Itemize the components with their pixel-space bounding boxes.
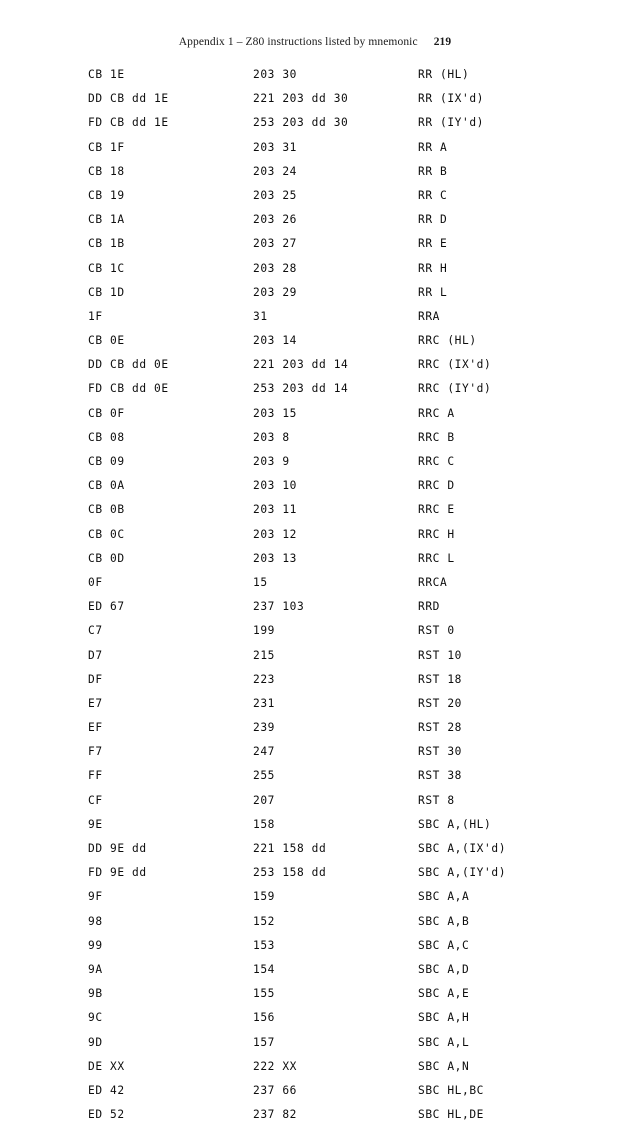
- cell-decimal-opcode: 222 XX: [253, 1059, 298, 1073]
- cell-mnemonic: RRC (IY'd): [418, 382, 492, 396]
- table-row: [88, 189, 558, 213]
- cell-mnemonic: RRC E: [418, 503, 455, 517]
- table-row: [88, 794, 558, 818]
- cell-hex-opcode: FD CB dd 1E: [88, 116, 169, 130]
- cell-decimal-opcode: 237 66: [253, 1083, 298, 1097]
- table-row: [88, 624, 558, 648]
- cell-hex-opcode: 99: [88, 938, 103, 952]
- cell-hex-opcode: CB 1A: [88, 213, 125, 227]
- cell-mnemonic: RRA: [418, 309, 441, 323]
- cell-mnemonic: RST 10: [418, 648, 463, 662]
- cell-hex-opcode: DF: [88, 672, 103, 686]
- cell-decimal-opcode: 203 15: [253, 406, 298, 420]
- cell-hex-opcode: 9C: [88, 1011, 103, 1025]
- cell-decimal-opcode: 155: [253, 987, 276, 1001]
- table-row: [88, 915, 558, 939]
- cell-mnemonic: RST 28: [418, 721, 463, 735]
- cell-decimal-opcode: 153: [253, 938, 276, 952]
- cell-decimal-opcode: 203 24: [253, 164, 298, 178]
- table-row: [88, 1084, 558, 1108]
- cell-hex-opcode: CB 09: [88, 455, 125, 468]
- cell-hex-opcode: CB 1D: [88, 285, 125, 299]
- table-row: [88, 1060, 558, 1084]
- cell-mnemonic: RRC (HL): [418, 334, 477, 348]
- cell-hex-opcode: FD CB dd 0E: [88, 382, 169, 396]
- cell-mnemonic: RRC A: [418, 406, 455, 420]
- table-row: [88, 818, 558, 842]
- cell-hex-opcode: FF: [88, 769, 103, 783]
- cell-hex-opcode: CB 19: [88, 188, 125, 202]
- cell-hex-opcode: ED 67: [88, 600, 125, 614]
- cell-hex-opcode: 9A: [88, 962, 103, 976]
- table-row: [88, 286, 558, 310]
- table-row: [88, 213, 558, 237]
- page-number: 219: [433, 36, 452, 48]
- table-row: [88, 697, 558, 721]
- table-row: [88, 745, 558, 769]
- table-row: [88, 866, 558, 890]
- cell-decimal-opcode: 253 158 dd: [253, 866, 327, 880]
- cell-hex-opcode: ED 42: [88, 1083, 125, 1097]
- cell-hex-opcode: CB 0E: [88, 334, 125, 348]
- cell-mnemonic: RST 0: [418, 624, 455, 638]
- cell-hex-opcode: CB 0B: [88, 503, 125, 517]
- cell-decimal-opcode: 203 28: [253, 261, 298, 275]
- cell-mnemonic: RRC D: [418, 479, 455, 493]
- cell-decimal-opcode: 247: [253, 745, 276, 759]
- cell-mnemonic: SBC A,H: [418, 1011, 470, 1025]
- cell-decimal-opcode: 15: [253, 575, 268, 589]
- cell-mnemonic: SBC A,(HL): [418, 817, 492, 831]
- table-row: [88, 455, 558, 479]
- table-row: [88, 769, 558, 793]
- cell-mnemonic: SBC A,B: [418, 914, 470, 928]
- cell-decimal-opcode: 231: [253, 696, 276, 710]
- cell-hex-opcode: CB 1F: [88, 140, 125, 154]
- table-row: [88, 890, 558, 914]
- cell-hex-opcode: CB 0F: [88, 406, 125, 420]
- cell-mnemonic: RRCA: [418, 575, 448, 589]
- table-row: [88, 842, 558, 866]
- cell-hex-opcode: EF: [88, 721, 103, 735]
- cell-mnemonic: RST 38: [418, 769, 463, 783]
- cell-hex-opcode: 98: [88, 914, 103, 928]
- cell-mnemonic: RST 8: [418, 793, 455, 807]
- cell-decimal-opcode: 203 12: [253, 527, 298, 541]
- cell-decimal-opcode: 203 13: [253, 551, 298, 565]
- cell-decimal-opcode: 255: [253, 769, 276, 783]
- table-row: [88, 262, 558, 286]
- cell-decimal-opcode: 203 26: [253, 213, 298, 227]
- table-row: [88, 1036, 558, 1060]
- cell-hex-opcode: ED 52: [88, 1108, 125, 1122]
- cell-mnemonic: SBC A,D: [418, 962, 470, 976]
- cell-decimal-opcode: 203 25: [253, 188, 298, 202]
- cell-hex-opcode: CB 08: [88, 430, 125, 444]
- table-row: [88, 431, 558, 455]
- table-row: [88, 310, 558, 334]
- cell-decimal-opcode: 253 203 dd 14: [253, 382, 349, 396]
- cell-decimal-opcode: 203 8: [253, 430, 290, 444]
- cell-mnemonic: RST 18: [418, 672, 463, 686]
- cell-decimal-opcode: 203 10: [253, 479, 298, 493]
- cell-decimal-opcode: 31: [253, 309, 268, 323]
- cell-decimal-opcode: 203 31: [253, 140, 298, 154]
- cell-decimal-opcode: 203 14: [253, 334, 298, 348]
- cell-mnemonic: RR L: [418, 285, 448, 299]
- table-row: [88, 576, 558, 600]
- table-row: [88, 407, 558, 431]
- table-row: [88, 1011, 558, 1035]
- cell-decimal-opcode: 156: [253, 1011, 276, 1025]
- table-row: [88, 503, 558, 527]
- table-row: [88, 92, 558, 116]
- cell-hex-opcode: DD 9E dd: [88, 842, 147, 855]
- cell-mnemonic: RR E: [418, 237, 448, 251]
- cell-hex-opcode: 9D: [88, 1035, 103, 1049]
- cell-hex-opcode: CB 1B: [88, 237, 125, 251]
- cell-decimal-opcode: 158: [253, 817, 276, 831]
- cell-decimal-opcode: 207: [253, 793, 276, 807]
- cell-decimal-opcode: 159: [253, 890, 276, 904]
- cell-mnemonic: RRD: [418, 600, 441, 614]
- instruction-table: [88, 68, 558, 1132]
- cell-mnemonic: RRC L: [418, 551, 455, 565]
- cell-mnemonic: RR (IX'd): [418, 92, 485, 106]
- cell-decimal-opcode: 237 103: [253, 600, 305, 614]
- cell-decimal-opcode: 157: [253, 1035, 276, 1049]
- table-row: [88, 358, 558, 382]
- cell-hex-opcode: CB 0A: [88, 479, 125, 493]
- page-header: [0, 36, 630, 48]
- table-row: [88, 1108, 558, 1132]
- cell-mnemonic: SBC HL,BC: [418, 1083, 485, 1097]
- cell-mnemonic: RRC H: [418, 527, 455, 541]
- cell-mnemonic: RR D: [418, 213, 448, 227]
- cell-decimal-opcode: 221 203 dd 30: [253, 92, 349, 106]
- cell-mnemonic: RR B: [418, 164, 448, 178]
- cell-hex-opcode: D7: [88, 648, 103, 662]
- cell-decimal-opcode: 237 82: [253, 1108, 298, 1122]
- cell-mnemonic: RR H: [418, 261, 448, 275]
- cell-mnemonic: SBC A,L: [418, 1035, 470, 1049]
- table-row: [88, 963, 558, 987]
- table-row: [88, 600, 558, 624]
- cell-mnemonic: SBC HL,DE: [418, 1108, 485, 1122]
- cell-mnemonic: RST 30: [418, 745, 463, 759]
- cell-hex-opcode: CB 1C: [88, 261, 125, 275]
- table-row: [88, 552, 558, 576]
- cell-hex-opcode: 1F: [88, 309, 103, 323]
- cell-hex-opcode: 9E: [88, 817, 103, 831]
- cell-decimal-opcode: 223: [253, 672, 276, 686]
- table-row: [88, 382, 558, 406]
- cell-decimal-opcode: 152: [253, 914, 276, 928]
- cell-hex-opcode: 0F: [88, 575, 103, 589]
- cell-hex-opcode: CB 0D: [88, 551, 125, 565]
- table-row: [88, 673, 558, 697]
- cell-hex-opcode: F7: [88, 745, 103, 759]
- cell-hex-opcode: DD CB dd 0E: [88, 358, 169, 372]
- cell-decimal-opcode: 203 9: [253, 455, 290, 468]
- cell-mnemonic: RST 20: [418, 696, 463, 710]
- cell-decimal-opcode: 154: [253, 962, 276, 976]
- cell-mnemonic: SBC A,(IX'd): [418, 842, 507, 855]
- cell-mnemonic: SBC A,(IY'd): [418, 866, 507, 880]
- cell-decimal-opcode: 203 27: [253, 237, 298, 251]
- cell-hex-opcode: 9F: [88, 890, 103, 904]
- cell-mnemonic: RR C: [418, 188, 448, 202]
- cell-decimal-opcode: 199: [253, 624, 276, 638]
- cell-hex-opcode: C7: [88, 624, 103, 638]
- cell-hex-opcode: CF: [88, 793, 103, 807]
- cell-mnemonic: SBC A,C: [418, 938, 470, 952]
- cell-mnemonic: RR (IY'd): [418, 116, 485, 130]
- table-row: [88, 987, 558, 1011]
- table-row: [88, 334, 558, 358]
- table-row: [88, 116, 558, 140]
- table-row: [88, 165, 558, 189]
- header-title: Appendix 1 – Z80 instructions listed by mnemonic: [178, 36, 418, 48]
- cell-mnemonic: SBC A,A: [418, 890, 470, 904]
- table-row: [88, 68, 558, 92]
- cell-hex-opcode: FD 9E dd: [88, 866, 147, 880]
- cell-mnemonic: RRC (IX'd): [418, 358, 492, 372]
- cell-decimal-opcode: 203 11: [253, 503, 298, 517]
- cell-hex-opcode: E7: [88, 696, 103, 710]
- cell-decimal-opcode: 221 203 dd 14: [253, 358, 349, 372]
- cell-decimal-opcode: 253 203 dd 30: [253, 116, 349, 130]
- cell-hex-opcode: CB 1E: [88, 68, 125, 81]
- cell-hex-opcode: DD CB dd 1E: [88, 92, 169, 106]
- table-row: [88, 528, 558, 552]
- cell-decimal-opcode: 203 30: [253, 68, 298, 81]
- cell-mnemonic: RR (HL): [418, 68, 470, 81]
- cell-hex-opcode: CB 18: [88, 164, 125, 178]
- table-row: [88, 649, 558, 673]
- cell-mnemonic: SBC A,E: [418, 987, 470, 1001]
- cell-mnemonic: SBC A,N: [418, 1059, 470, 1073]
- cell-mnemonic: RRC B: [418, 430, 455, 444]
- cell-hex-opcode: 9B: [88, 987, 103, 1001]
- cell-decimal-opcode: 221 158 dd: [253, 842, 327, 855]
- cell-mnemonic: RR A: [418, 140, 448, 154]
- table-row: [88, 721, 558, 745]
- cell-decimal-opcode: 215: [253, 648, 276, 662]
- cell-decimal-opcode: 239: [253, 721, 276, 735]
- table-row: [88, 237, 558, 261]
- cell-decimal-opcode: 203 29: [253, 285, 298, 299]
- cell-hex-opcode: DE XX: [88, 1059, 125, 1073]
- cell-hex-opcode: CB 0C: [88, 527, 125, 541]
- table-row: [88, 141, 558, 165]
- table-row: [88, 939, 558, 963]
- cell-mnemonic: RRC C: [418, 455, 455, 468]
- table-row: [88, 479, 558, 503]
